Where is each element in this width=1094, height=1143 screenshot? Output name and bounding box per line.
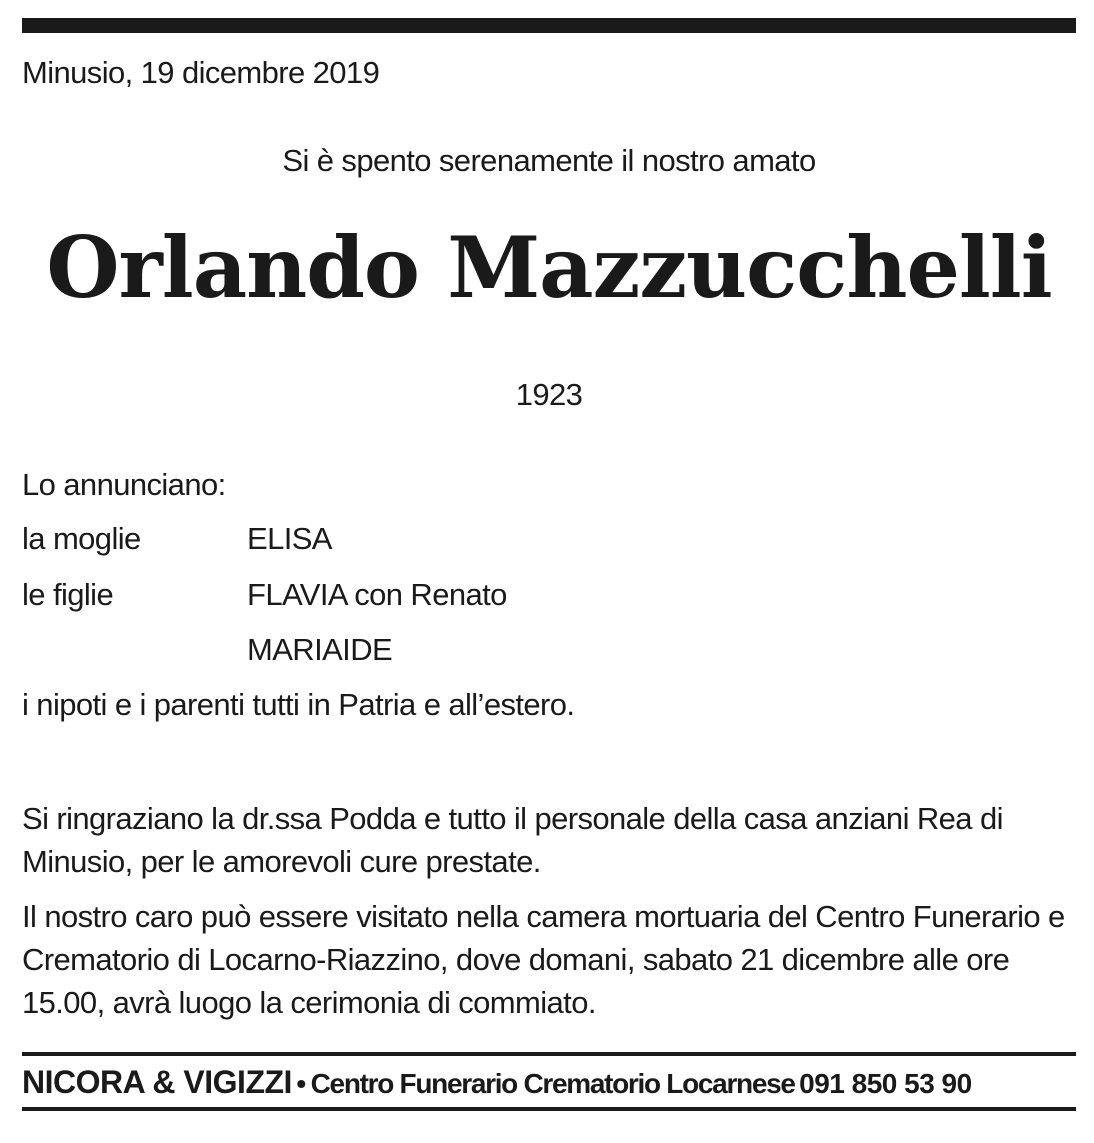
announce-label: Lo annunciano:: [22, 467, 226, 502]
footer-bullet: •: [296, 1068, 307, 1099]
funeral-home-phone: 091 850 53 90: [799, 1068, 972, 1099]
footer-bottom-rule: [22, 1107, 1076, 1111]
family-relation-wife: la moglie: [22, 521, 141, 556]
relatives-line: i nipoti e i parenti tutti in Patria e all’estero.: [22, 687, 575, 722]
family-names-wife: ELISA: [247, 521, 332, 556]
birth-year: 1923: [515, 377, 583, 412]
footer-top-rule: [22, 1052, 1076, 1056]
family-names-daughter-2: MARIAIDE: [247, 632, 393, 667]
place-date: Minusio, 19 dicembre 2019: [22, 55, 380, 90]
footer: [22, 1064, 1076, 1102]
top-rule: [22, 18, 1076, 33]
family-names-daughter-1: FLAVIA con Renato: [247, 577, 507, 612]
deceased-name: Orlando Mazzucchelli: [46, 218, 1052, 317]
intro-text: Si è spento serenamente il nostro amato: [282, 143, 816, 178]
family-relation-daughters: le figlie: [22, 577, 114, 612]
thanks-paragraph: Si ringraziano la dr.ssa Podda e tutto il personale della casa anziani Rea di Minusio, per le amorevoli cure prestate.: [22, 801, 1003, 879]
funeral-home-subtitle: Centro Funerario Crematorio Locarnese: [310, 1068, 795, 1099]
funeral-home-brand: NICORA & VIGIZZI: [22, 1064, 292, 1100]
visitation-paragraph: Il nostro caro può essere visitato nella camera mortuaria del Centro Funerario e Crematorio di Locarno-Riazzino, dove domani, sabato 21 dicembre alle ore 15.00, avrà luogo la cerimonia di commiato.: [22, 899, 1065, 1020]
